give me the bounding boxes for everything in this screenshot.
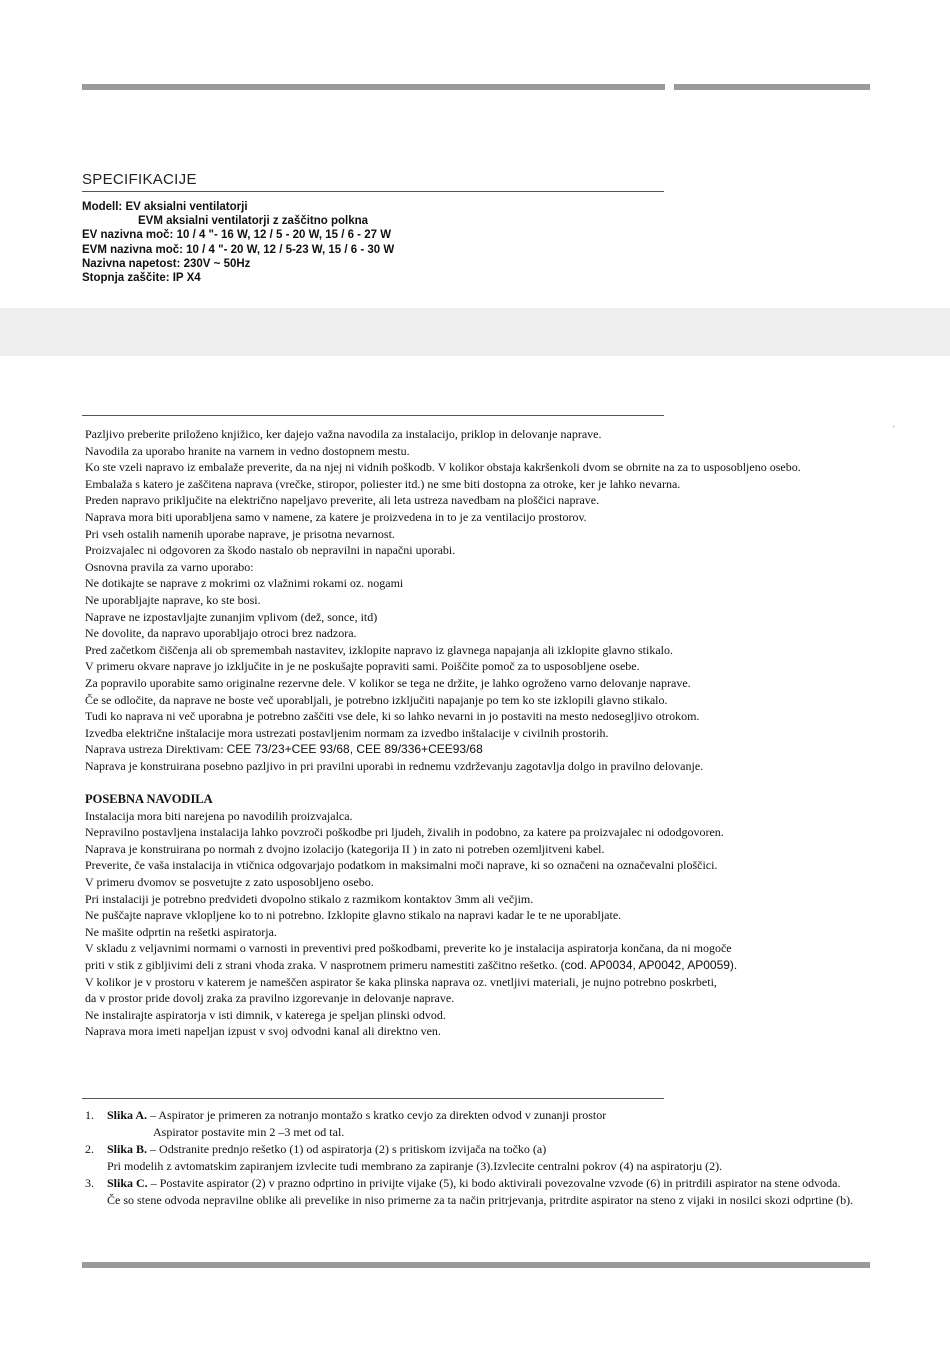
directive-prefix: Naprava ustreza Direktivam: (85, 742, 224, 757)
product-codes: (cod. AP0034, AP0042, AP0059). (560, 957, 738, 972)
gray-band (0, 308, 950, 356)
instruction-line: Proizvajalec ni odgovoren za škodo nastalo ob nepravilni in napačni uporabi. (85, 543, 456, 558)
step-item (85, 1175, 885, 1209)
special-line: Preverite, če vaša instalacija in vtičnica odgovarjajo podatkom in maksimalni moči naprave, ki so označeni na označevalni ploščici. (85, 858, 718, 873)
instruction-line: Embalaža s katero je zaščitena naprava (vrečke, stiropor, poliester itd.) ne sme biti dostopna za otroke, ker je lahko nevarna. (85, 476, 681, 491)
spec-line: EVM nazivna moč: 10 / 4 "- 20 W, 12 / 5-23 W, 15 / 6 - 30 W (82, 243, 395, 256)
instructions-rule (82, 415, 664, 416)
special-line: V kolikor je v prostoru v katerem je nameščen aspirator še kaka plinska naprava oz. vnetljivi materiali, je nujno potrebno poskrbeti, (85, 974, 717, 989)
special-title: POSEBNA NAVODILA (85, 792, 213, 806)
instruction-closing: Naprava je konstruirana posebno pazljivo in pri pravilni uporabi in rednemu vzdrževanju zagotavlja dolgo in pravilno delovanje. (85, 758, 704, 773)
spec-line: EV nazivna moč: 10 / 4 "- 16 W, 12 / 5 - 20 W, 15 / 6 - 27 W (82, 229, 392, 242)
step-label: Slika A. (107, 1108, 148, 1122)
instruction-line: Tudi ko naprava ni več uporabna je potrebno zaščiti vse dele, ki so lahko nevarni in jo postaviti na mesto nedosegljivo otrokom. (85, 709, 700, 724)
steps-rule (82, 1098, 664, 1099)
step-number: 3. (85, 1176, 94, 1190)
spec-title-rule (82, 191, 664, 192)
instruction-line: Pazljivo preberite priloženo knjižico, ker dajejo važna navodila za instalacijo, priklop in delovanje naprave. (85, 427, 602, 441)
spec-line: EVM aksialni ventilatorji z zaščitno polkna (138, 215, 369, 228)
step-number: 1. (85, 1108, 94, 1122)
special-line-codes (85, 957, 895, 974)
special-line-text: priti v stik z gibljivimi deli z strani vhoda zraka. V nasprotnem primeru namestiti zaščitno rešetko. (85, 957, 558, 972)
top-bar-left (82, 84, 665, 90)
step-item (85, 1107, 885, 1141)
instructions-block (85, 426, 895, 774)
step-extra: Če so stene odvoda nepravilne oblike ali prevelike in niso primerne za ta način pritrjevanja, pritrdite aspirator na steno z vijaki in nosilci skozi odprtine (b). (107, 1193, 854, 1207)
instruction-line: Ne dovolite, da napravo uporabljajo otroci brez nadzora. (85, 626, 357, 641)
special-line: Ne instalirajte aspiratorja v isti dimnik, v katerega je speljan plinski odvod. (85, 1007, 446, 1022)
step-number: 2. (85, 1142, 94, 1156)
instruction-line: Naprave ne izpostavljajte zunanjim vplivom (dež, sonce, itd) (85, 609, 378, 624)
spec-line: Nazivna napetost: 230V ~ 50Hz (82, 257, 251, 270)
special-line: Ne puščajte naprave vklopljene ko to ni potrebno. Izklopite glavno stikalo na napravi kadar le te ne uporabljate. (85, 908, 622, 923)
instruction-line: Pred začetkom čiščenja ali ob spremembah nastavitev, izklopite napravo iz glavnega napajanja ali izklopite glavno stikalo. (85, 642, 674, 657)
special-line: Pri instalaciji je potrebno predvideti dvopolno stikalo z razmikom kontaktov 3mm ali večjim. (85, 891, 534, 906)
directive-line (85, 741, 895, 758)
step-text: – Aspirator je primeren za notranjo montažo s kratko cevjo za direkten odvod v zunanji prostor (147, 1108, 607, 1122)
special-line: Naprava je konstruirana po normah z dvojno izolacijo (kategorija II ) in zato ni potreben ozemljitveni kabel. (85, 841, 605, 856)
steps-list (85, 1107, 885, 1209)
instruction-line: Za popravilo uporabite samo originalne rezervne dele. V kolikor se tega ne držite, je lahko ogroženo varno delovanje naprave. (85, 675, 691, 690)
instruction-line: Osnovna pravila za varno uporabo: (85, 559, 254, 574)
step-label: Slika C. (107, 1176, 148, 1190)
top-bar-right (674, 84, 870, 90)
special-line: Ne mašite odprtin na rešetki aspiratorja. (85, 924, 277, 939)
instruction-line: Preden napravo priključite na električno napeljavo preverite, ali leta ustreza navedbam na ploščici naprave. (85, 493, 600, 508)
step-extra: Pri modelih z avtomatskim zapiranjem izvlecite tudi membrano za zapiranje (3).Izvlecite centralni pokrov (4) na aspiratorju (2). (107, 1159, 723, 1173)
bottom-bar (82, 1262, 870, 1268)
special-line: Naprava mora imeti napeljan izpust v svoj odvodni kanal ali direktno ven. (85, 1024, 441, 1039)
special-line: Nepravilno postavljena instalacija lahko povzroči poškodbe pri ljudeh, živalih in podobno, za katere pa proizvajalec ni ododgovoren. (85, 825, 724, 840)
special-line: V primeru dvomov se posvetujte z zato usposobljeno osebo. (85, 874, 374, 889)
margin-mark: ' (893, 424, 895, 434)
step-item (85, 1141, 885, 1175)
special-line: da v prostor pride dovolj zraka za pravilno izgorevanje in delovanje naprave. (85, 991, 455, 1006)
instruction-line: Ko ste vzeli napravo iz embalaže preverite, da na njej ni vidnih poškodb. V kolikor obstaja kakršenkoli dvom se obrnite na za to usposobljeno osebo. (85, 460, 801, 475)
instruction-line: Pri vseh ostalih namenih uporabe naprave, je prisotna nevarnost. (85, 526, 395, 541)
spec-line: Stopnja zaščite: IP X4 (82, 272, 201, 285)
instruction-line: V primeru okvare naprave jo izključite in je ne poskušajte popraviti sami. Poiščite pomoč za to usposobljene osebe. (85, 659, 640, 674)
step-label: Slika B. (107, 1142, 148, 1156)
special-block (85, 791, 895, 1040)
step-text: – Postavite aspirator (2) v prazno odprtino in privijte vijake (5), ki bodo aktivirali povezovalne vzvode (6) in pritrdili aspirator na stene odvoda. (147, 1176, 841, 1190)
spec-line: Modell: EV aksialni ventilatorji (82, 201, 248, 213)
step-text: – Odstranite prednjo rešetko (1) od aspiratorja (2) s pritiskom izvijača na točko (a) (147, 1142, 547, 1156)
special-line: Instalacija mora biti narejena po navodilih proizvajalca. (85, 808, 353, 823)
spec-list (82, 200, 394, 285)
special-line: V skladu z veljavnimi normami o varnosti in preventivi pred poškodbami, preverite ko je instalacija aspiratorja končana, da ni mogoče (85, 941, 732, 956)
instruction-line: Izvedba električne inštalacije mora ustrezati postavljenim normam za izvedbo inštalacije v civilnih prostorih. (85, 725, 609, 740)
instruction-line: Navodila za uporabo hranite na varnem in vedno dostopnem mestu. (85, 443, 410, 458)
spec-title: SPECIFIKACIJE (82, 171, 197, 188)
instruction-line: Ne uporabljajte naprave, ko ste bosi. (85, 592, 261, 607)
step-extra: Aspirator postavite min 2 –3 met od tal. (153, 1125, 345, 1139)
instruction-line: Ne dotikajte se naprave z mokrimi oz vlažnimi rokami oz. nogami (85, 576, 404, 591)
directive-codes: CEE 73/23+CEE 93/68, CEE 89/336+CEE93/68 (226, 742, 483, 757)
instruction-line: Če se odločite, da naprave ne boste več uporabljali, je potrebno izključiti napajanje po tem ko ste izklopili glavno stikalo. (85, 692, 668, 707)
instruction-line: Naprava mora biti uporabljena samo v namene, za katere je proizvedena in to je za ventilacijo prostorov. (85, 509, 587, 524)
